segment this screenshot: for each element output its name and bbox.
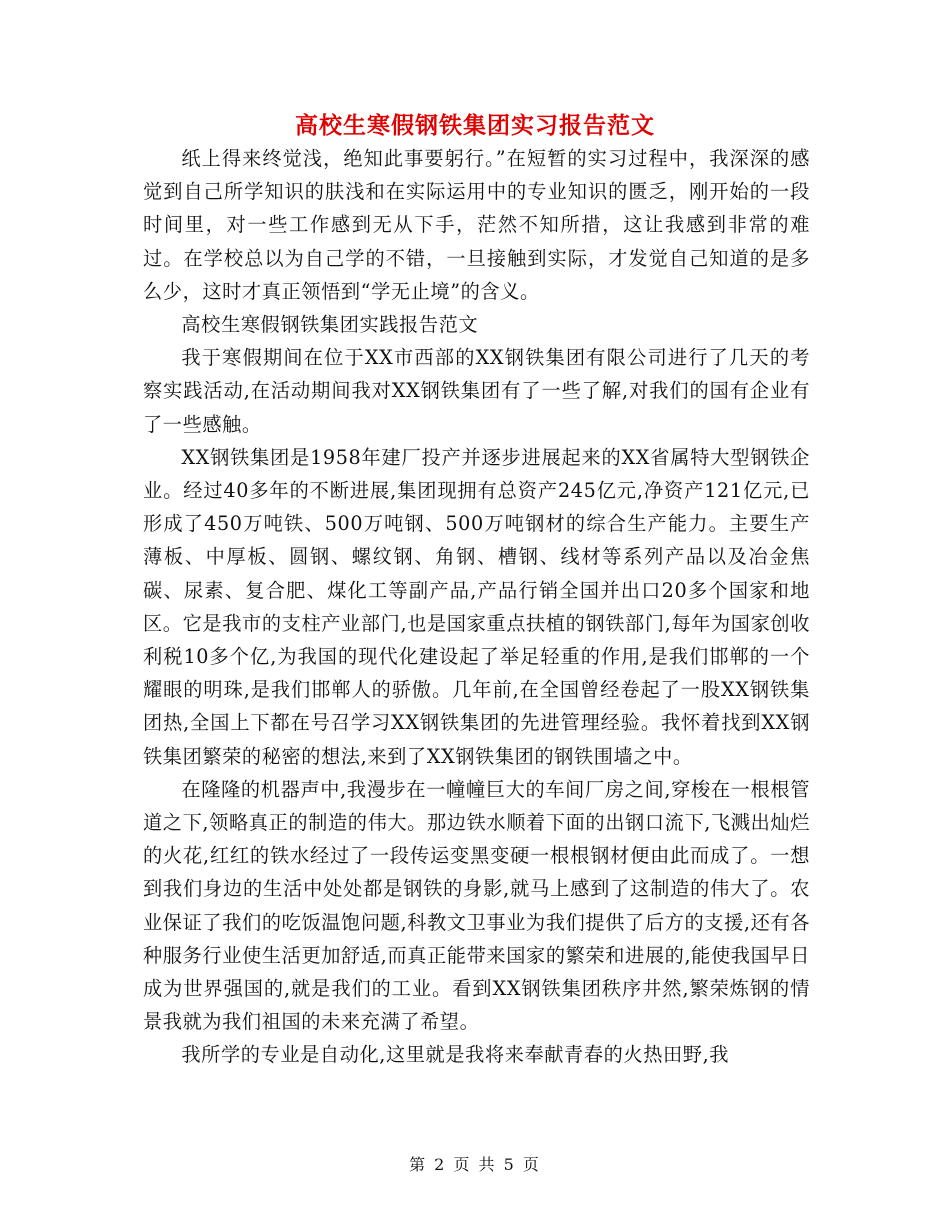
paragraph-1: 纸上得来终觉浅，绝知此事要躬行。”在短暂的实习过程中，我深深的感觉到自己所学知识的肤浅和在实际运用中的专业知识的匮乏，刚开始的一段时间里，对一些工作感到无从下手，茫然不知所措，这让我感到非常的难过。在学校总以为自己学的不错，一旦接触到实际，才发觉自己知道的是多么少，这时才真正领悟到“学无止境”的含义。	[143, 147, 810, 303]
paragraph-2: 我于寒假期间在位于XX市西部的XX钢铁集团有限公司进行了几天的考察实践活动,在活动期间我对XX钢铁集团有了一些了解,对我们的国有企业有了一些感触。	[143, 346, 810, 436]
document-body	[143, 142, 810, 1072]
document-title: 高校生寒假钢铁集团实习报告范文	[295, 112, 655, 139]
paragraph-subtitle: 高校生寒假钢铁集团实践报告范文	[181, 313, 479, 337]
paragraph-5: 我所学的专业是自动化,这里就是我将来奉献青春的火热田野,我	[181, 1043, 730, 1067]
page-number-footer: 第 2 页 共 5 页	[409, 1155, 541, 1174]
paragraph-3: XX钢铁集团是1958年建厂投产并逐步进展起来的XX省属特大型钢铁企业。经过40多年的不断进展,集团现拥有总资产245亿元,净资产121亿元,已形成了450万吨铁、500万吨钢、500万吨钢材的综合生产能力。主要生产薄板、中厚板、圆钢、螺纹钢、角钢、槽钢、线材等系列产品以及冶金焦碳、尿素、复合肥、煤化工等副产品,产品行销全国并出口20多个国家和地区。它是我市的支柱产业部门,也是国家重点扶植的钢铁部门,每年为国家创收利税10多个亿,为我国的现代化建设起了举足轻重的作用,是我们邯郸的一个耀眼的明珠,是我们邯郸人的骄傲。几年前,在全国曾经卷起了一股XX钢铁集团热,全国上下都在号召学习XX钢铁集团的先进管理经验。我怀着找到XX钢铁集团繁荣的秘密的想法,来到了XX钢铁集团的钢铁围墙之中。	[143, 445, 810, 768]
paragraph-4: 在隆隆的机器声中,我漫步在一幢幢巨大的车间厂房之间,穿梭在一根根管道之下,领略真正的制造的伟大。那边铁水顺着下面的出钢口流下,飞溅出灿烂的火花,红红的铁水经过了一段传运变黑变硬一根根钢材便由此而成了。一想到我们身边的生活中处处都是钢铁的身影,就马上感到了这制造的伟大了。农业保证了我们的吃饭温饱问题,科教文卫事业为我们提供了后方的支援,还有各种服务行业使生活更加舒适,而真正能带来国家的繁荣和进展的,能使我国早日成为世界强国的,就是我们的工业。看到XX钢铁集团秩序井然,繁荣炼钢的情景我就为我们祖国的未来充满了希望。	[143, 777, 810, 1034]
